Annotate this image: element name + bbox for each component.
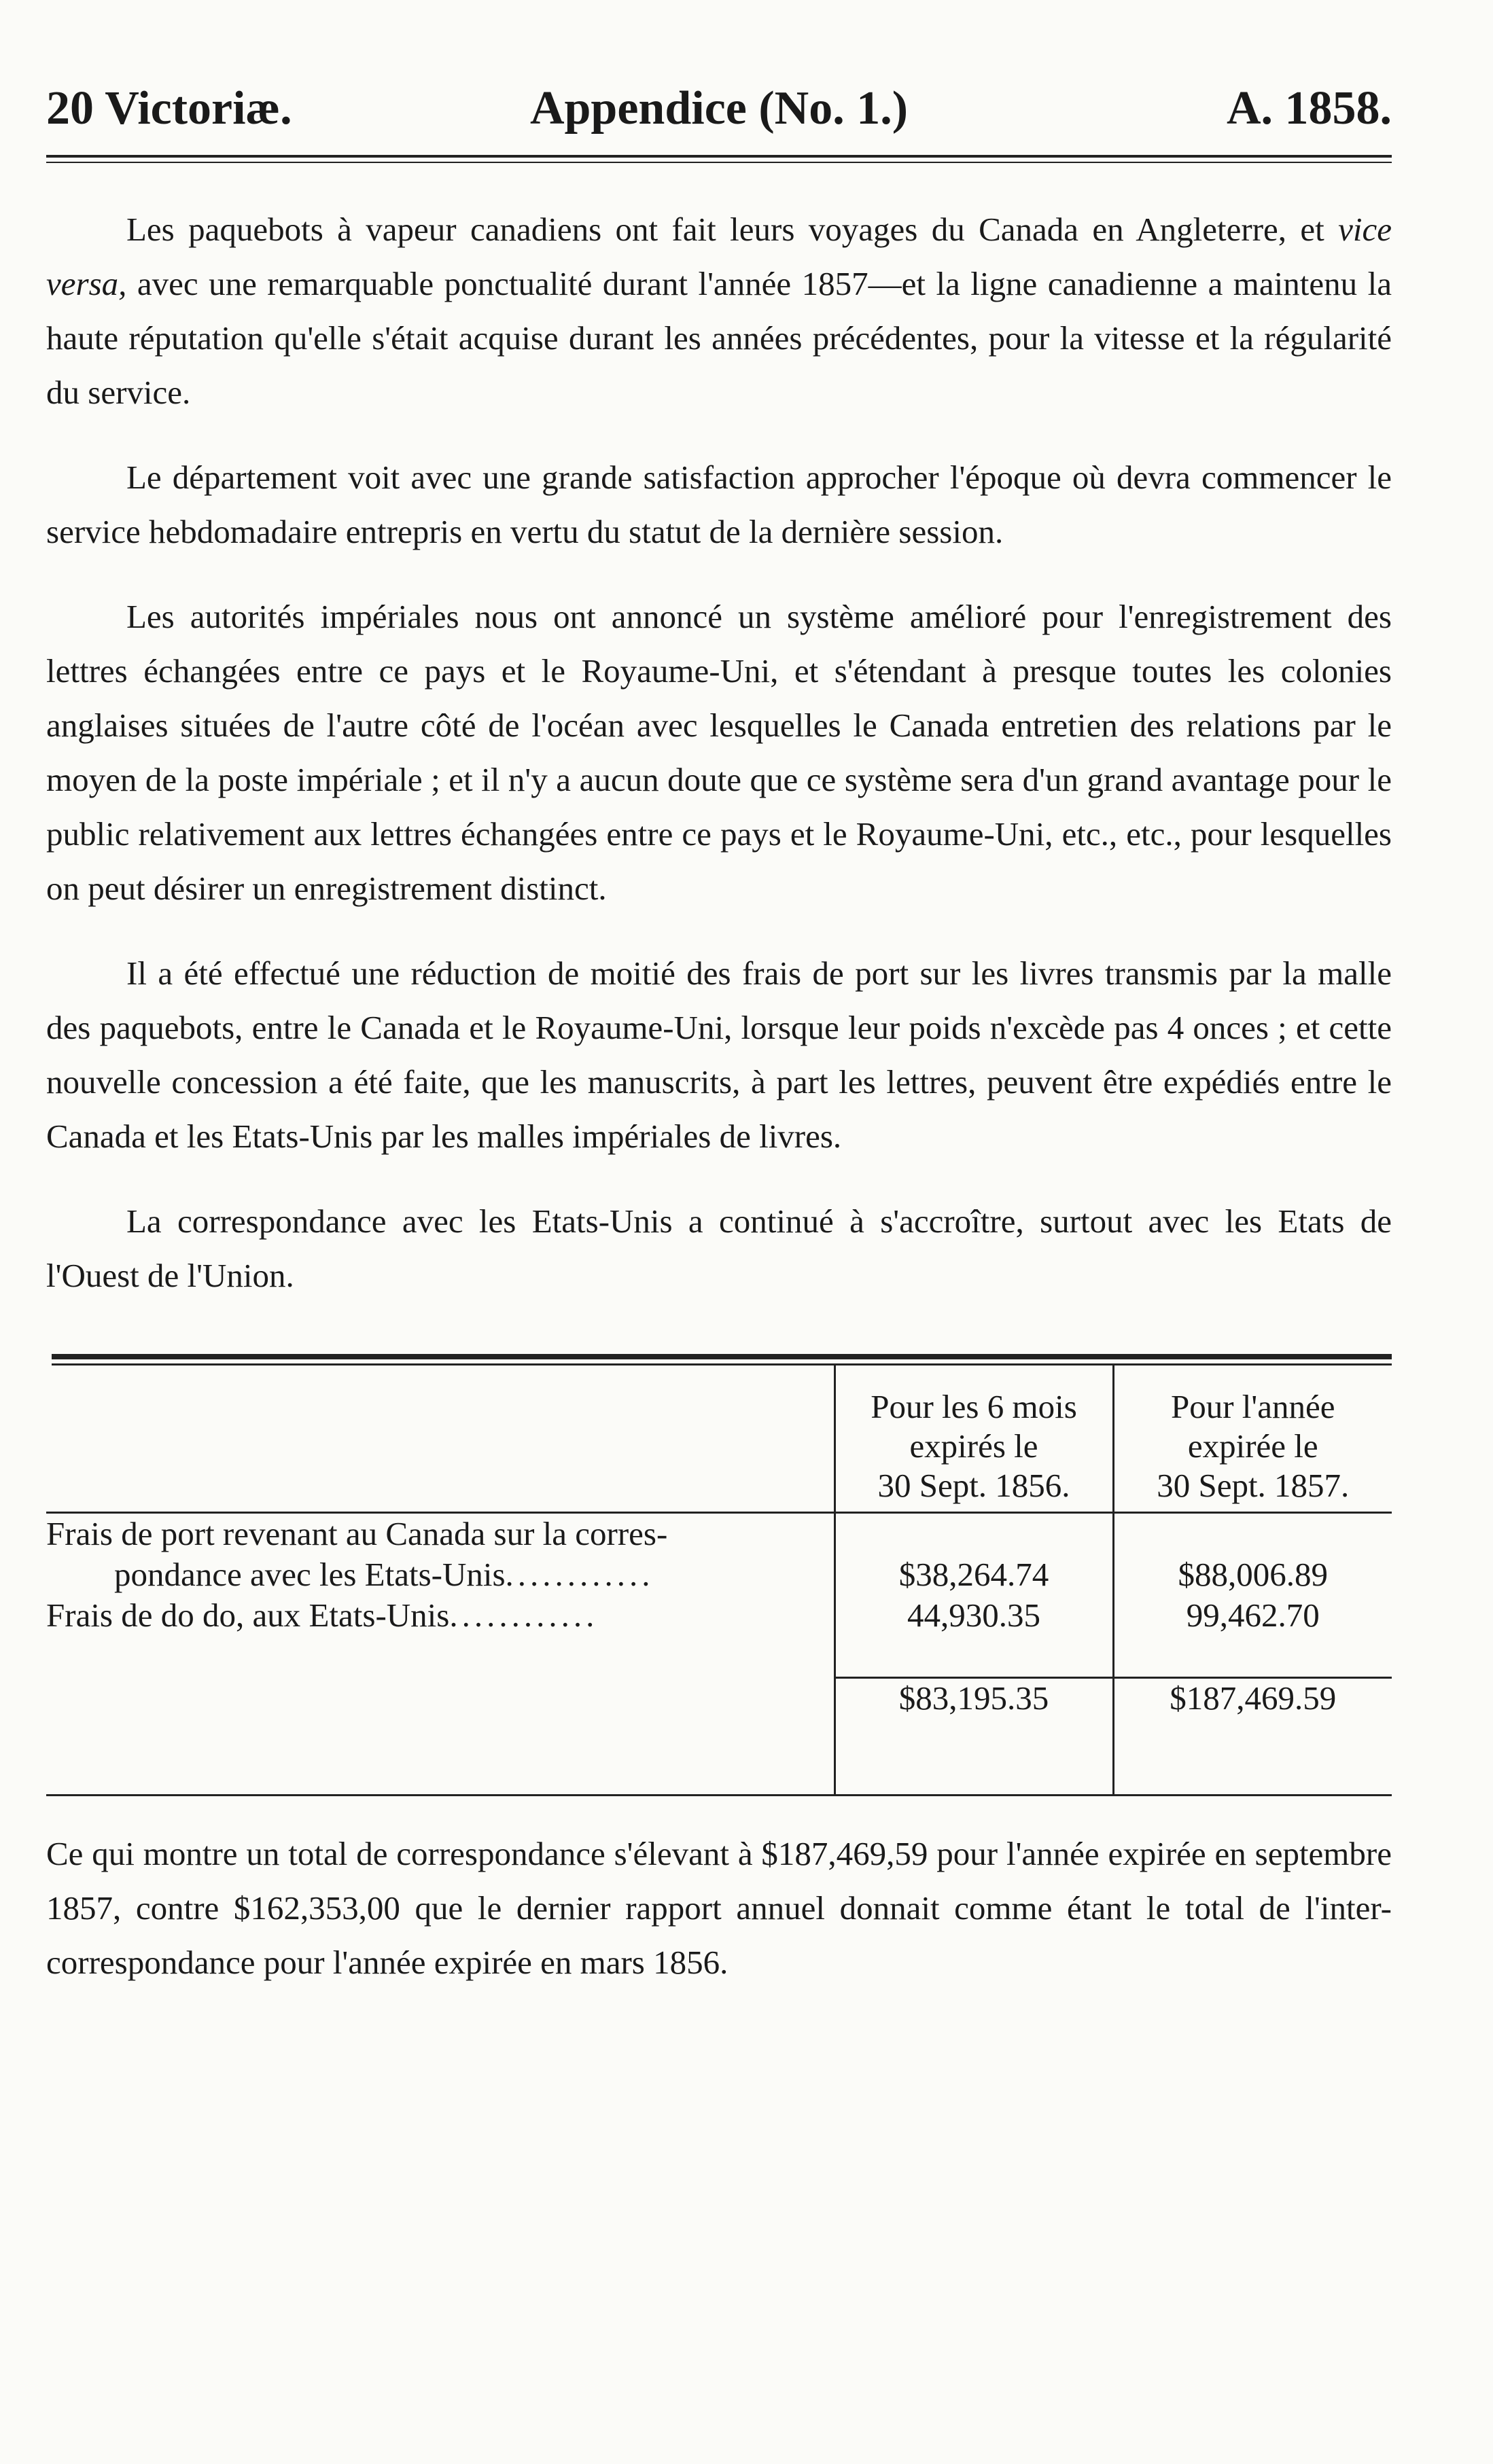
paragraph-steamers-italic: vice versa,: [46, 211, 1392, 302]
row-canada-label-line1: Frais de port revenant au Canada sur la corres-: [46, 1515, 668, 1552]
paragraph-closing-total: Ce qui montre un total de correspondance s'élevant à $187,469,59 pour l'année expirée en septembre 1857, contre $162,353,00 que le dernier rapport annuel donnait comme étant le total de l'inter-correspondance pour l'année expirée en mars 1856.: [46, 1835, 1392, 1981]
paragraph-weekly-service: Le département voit avec une grande satisfaction approcher l'époque où devra commencer le service hebdomadaire entrepris en vertu du statut de la dernière session.: [46, 459, 1392, 550]
header-title: Appendice (No. 1.): [529, 82, 909, 135]
running-header: [46, 68, 1392, 143]
body-text: [46, 202, 1392, 1303]
total-1857: $187,469.59: [1113, 1678, 1392, 1795]
postage-table: [46, 1365, 1392, 1794]
table-values-1856: [835, 1513, 1113, 1678]
table-header-blank: [46, 1365, 835, 1513]
header-1857-line3: 30 Sept. 1857.: [1157, 1467, 1350, 1504]
table-row-labels: [46, 1513, 835, 1678]
value-canada-1857: $88,006.89: [1178, 1556, 1328, 1593]
postage-table-block: [46, 1354, 1392, 1796]
row-us-label-wrap: [46, 1596, 598, 1634]
table-total-blank: [46, 1678, 835, 1795]
table-total-row: [46, 1678, 1392, 1795]
value-us-1856: 44,930.35: [907, 1596, 1040, 1634]
row-us-leader: ............: [449, 1596, 599, 1634]
paragraph-steamers: [46, 202, 1392, 420]
header-1857-line1: Pour l'année: [1170, 1388, 1335, 1425]
paragraph-us-correspondence: La correspondance avec les Etats-Unis a continué à s'accroître, surtout avec les Etats de l'Ouest de l'Union.: [46, 1202, 1392, 1294]
closing-block: [46, 1827, 1392, 1990]
row-canada-label-line2: pondance avec les Etats-Unis: [114, 1556, 506, 1593]
table-top-rule: [52, 1354, 1392, 1365]
header-1856-line1: Pour les 6 mois: [871, 1388, 1077, 1425]
total-1856: $83,195.35: [835, 1678, 1113, 1795]
value-us-1857: 99,462.70: [1186, 1596, 1320, 1634]
header-1857-line2: expirée le: [1187, 1427, 1318, 1465]
table-row: [46, 1513, 1392, 1678]
table-header-1857: [1113, 1365, 1392, 1513]
header-1856-line3: 30 Sept. 1856.: [877, 1467, 1070, 1504]
paragraph-book-postage: Il a été effectué une réduction de moitié des frais de port sur les livres transmis par la malle des paquebots, entre le Canada et le Royaume-Uni, lorsque leur poids n'excède pas 4 onces ; et cette nouvelle concession a été faite, que les manuscrits, à part les lettres, peuvent être expédiés entre le Canada et les Etats-Unis par les malles impériales de livres.: [46, 954, 1392, 1155]
paragraph-steamers-text-b: avec une remarquable ponctualité durant l'année 1857—et la ligne canadienne a maintenu la haute réputation qu'elle s'était acquise durant les années précédentes, pour la vitesse et la régularité du service.: [46, 265, 1392, 411]
row-canada-leader: ............: [505, 1556, 654, 1593]
header-rule: [46, 155, 1392, 163]
row-us-label: Frais de do do, aux Etats-Unis: [46, 1596, 450, 1634]
value-canada-1856: $38,264.74: [898, 1556, 1049, 1593]
table-header-1856: [835, 1365, 1113, 1513]
header-year: A. 1858.: [1226, 82, 1392, 135]
document-page: [46, 68, 1392, 2020]
header-session: 20 Victoriæ.: [46, 82, 292, 135]
paragraph-steamers-text-a: Les paquebots à vapeur canadiens ont fait leurs voyages du Canada en Angleterre, et: [126, 211, 1339, 248]
header-1856-line2: expirés le: [909, 1427, 1038, 1465]
table-header-row: [46, 1365, 1392, 1513]
row-canada-label-line2-wrap: [46, 1554, 834, 1595]
paragraph-registration: Les autorités impériales nous ont annoncé un système amélioré pour l'enregistrement des lettres échangées entre ce pays et le Royaume-Uni, et s'étendant à presque toutes les colonies anglaises situées de l'autre côté de l'océan avec lesquelles le Canada entretien des relations par le moyen de la poste impériale ; et il n'y a aucun doute que ce système sera d'un grand avantage pour le public relativement aux lettres échangées entre ce pays et le Royaume-Uni, etc., etc., pour lesquelles on peut désirer un enregistrement distinct.: [46, 598, 1392, 907]
table-values-1857: [1113, 1513, 1392, 1678]
table-bottom-rule: [46, 1794, 1392, 1796]
